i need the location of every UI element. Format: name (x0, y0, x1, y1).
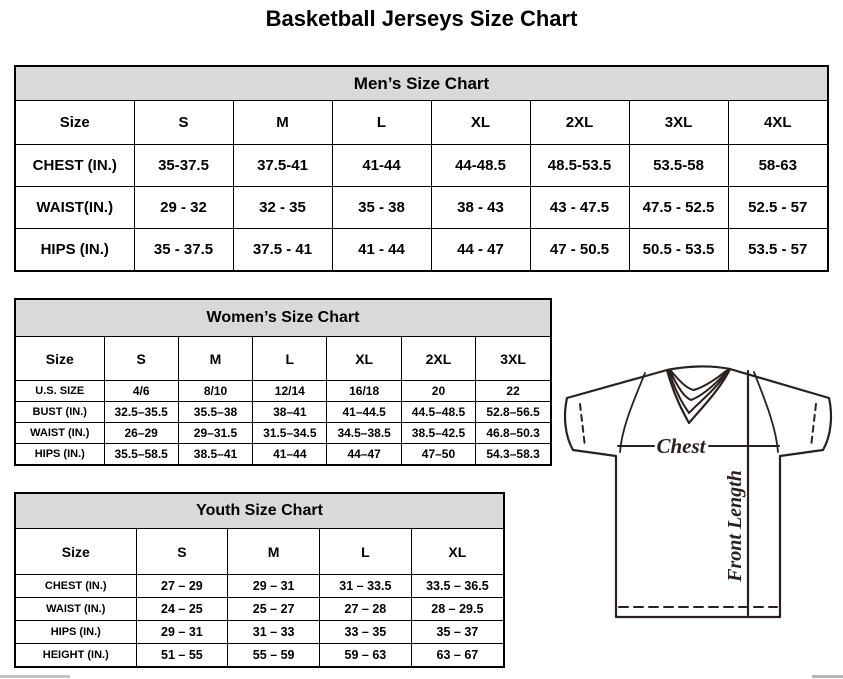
size-value-cell: 29 – 31 (228, 575, 320, 598)
size-value-cell: 58-63 (728, 145, 827, 187)
column-header-cell: Size (16, 529, 136, 575)
size-value-cell: 52.8–56.5 (476, 402, 550, 423)
table-row (16, 444, 550, 465)
horizontal-scrollbar-fragment[interactable] (812, 675, 843, 678)
size-value-cell: 27 – 28 (320, 598, 412, 621)
row-label-cell: CHEST (IN.) (16, 145, 134, 187)
table-row (16, 598, 503, 621)
table-row (16, 644, 503, 667)
chest-measure-label: Chest (656, 434, 706, 458)
column-header-cell: 2XL (530, 101, 629, 145)
column-header-cell: XL (327, 337, 401, 381)
row-label-cell: HIPS (IN.) (16, 444, 104, 465)
youth-size-table (16, 529, 503, 666)
mens-size-chart (14, 65, 829, 272)
table-row (16, 145, 827, 187)
column-header-cell: 2XL (401, 337, 475, 381)
table-header-row (16, 529, 503, 575)
size-value-cell: 52.5 - 57 (728, 187, 827, 229)
size-value-cell: 38 - 43 (431, 187, 530, 229)
youth-size-chart (14, 492, 505, 668)
row-label-cell: WAIST (IN.) (16, 423, 104, 444)
size-value-cell: 48.5-53.5 (530, 145, 629, 187)
size-value-cell: 33 – 35 (320, 621, 412, 644)
size-value-cell: 44-48.5 (431, 145, 530, 187)
size-value-cell: 44 - 47 (431, 229, 530, 271)
size-value-cell: 12/14 (253, 381, 327, 402)
row-label-cell: WAIST(IN.) (16, 187, 134, 229)
size-value-cell: 34.5–38.5 (327, 423, 401, 444)
size-value-cell: 47.5 - 52.5 (629, 187, 728, 229)
table-row (16, 621, 503, 644)
column-header-cell: 3XL (476, 337, 550, 381)
column-header-cell: 3XL (629, 101, 728, 145)
table-row (16, 187, 827, 229)
size-value-cell: 47 - 50.5 (530, 229, 629, 271)
size-value-cell: 51 – 55 (136, 644, 228, 667)
column-header-cell: S (104, 337, 178, 381)
mens-size-table (16, 101, 827, 270)
size-value-cell: 35.5–38 (178, 402, 252, 423)
size-value-cell: 29–31.5 (178, 423, 252, 444)
size-value-cell: 35 - 37.5 (134, 229, 233, 271)
size-value-cell: 32.5–35.5 (104, 402, 178, 423)
column-header-cell: Size (16, 337, 104, 381)
column-header-cell: S (134, 101, 233, 145)
mens-chart-title: Men’s Size Chart (16, 67, 827, 101)
size-value-cell: 41–44 (253, 444, 327, 465)
row-label-cell: CHEST (IN.) (16, 575, 136, 598)
column-header-cell: M (178, 337, 252, 381)
size-value-cell: 46.8–50.3 (476, 423, 550, 444)
jersey-diagram-icon (558, 356, 843, 622)
column-header-cell: XL (411, 529, 503, 575)
size-value-cell: 28 – 29.5 (411, 598, 503, 621)
row-label-cell: HEIGHT (IN.) (16, 644, 136, 667)
front-length-measure-label: Front Length (724, 470, 746, 582)
table-row (16, 229, 827, 271)
row-label-cell: WAIST (IN.) (16, 598, 136, 621)
jersey-measurement-diagram (558, 356, 843, 622)
size-value-cell: 41-44 (332, 145, 431, 187)
size-value-cell: 32 - 35 (233, 187, 332, 229)
size-value-cell: 31 – 33.5 (320, 575, 412, 598)
size-value-cell: 47–50 (401, 444, 475, 465)
size-value-cell: 31 – 33 (228, 621, 320, 644)
row-label-cell: HIPS (IN.) (16, 621, 136, 644)
column-header-cell: L (320, 529, 412, 575)
size-value-cell: 41–44.5 (327, 402, 401, 423)
womens-chart-title: Women’s Size Chart (16, 300, 550, 337)
row-label-cell: U.S. SIZE (16, 381, 104, 402)
column-header-cell: M (228, 529, 320, 575)
row-label-cell: HIPS (IN.) (16, 229, 134, 271)
column-header-cell: M (233, 101, 332, 145)
womens-size-table (16, 337, 550, 464)
size-value-cell: 55 – 59 (228, 644, 320, 667)
size-value-cell: 37.5-41 (233, 145, 332, 187)
size-value-cell: 20 (401, 381, 475, 402)
table-row (16, 402, 550, 423)
column-header-cell: Size (16, 101, 134, 145)
table-row (16, 423, 550, 444)
size-value-cell: 53.5 - 57 (728, 229, 827, 271)
size-value-cell: 38–41 (253, 402, 327, 423)
size-value-cell: 63 – 67 (411, 644, 503, 667)
womens-size-chart (14, 298, 552, 466)
table-row (16, 575, 503, 598)
size-value-cell: 43 - 47.5 (530, 187, 629, 229)
size-value-cell: 8/10 (178, 381, 252, 402)
size-value-cell: 41 - 44 (332, 229, 431, 271)
size-value-cell: 25 – 27 (228, 598, 320, 621)
column-header-cell: XL (431, 101, 530, 145)
youth-chart-title: Youth Size Chart (16, 494, 503, 529)
size-value-cell: 33.5 – 36.5 (411, 575, 503, 598)
size-value-cell: 35.5–58.5 (104, 444, 178, 465)
table-row (16, 381, 550, 402)
size-value-cell: 24 – 25 (136, 598, 228, 621)
row-label-cell: BUST (IN.) (16, 402, 104, 423)
column-header-cell: 4XL (728, 101, 827, 145)
size-value-cell: 54.3–58.3 (476, 444, 550, 465)
size-value-cell: 35-37.5 (134, 145, 233, 187)
size-value-cell: 38.5–41 (178, 444, 252, 465)
column-header-cell: L (253, 337, 327, 381)
size-value-cell: 31.5–34.5 (253, 423, 327, 444)
size-value-cell: 4/6 (104, 381, 178, 402)
size-value-cell: 50.5 - 53.5 (629, 229, 728, 271)
column-header-cell: L (332, 101, 431, 145)
page-title: Basketball Jerseys Size Chart (265, 6, 578, 31)
size-value-cell: 29 – 31 (136, 621, 228, 644)
size-value-cell: 27 – 29 (136, 575, 228, 598)
size-value-cell: 16/18 (327, 381, 401, 402)
size-value-cell: 29 - 32 (134, 187, 233, 229)
size-value-cell: 37.5 - 41 (233, 229, 332, 271)
horizontal-scrollbar-fragment[interactable] (0, 675, 70, 678)
size-value-cell: 35 – 37 (411, 621, 503, 644)
size-value-cell: 44.5–48.5 (401, 402, 475, 423)
size-value-cell: 44–47 (327, 444, 401, 465)
table-header-row (16, 337, 550, 381)
size-value-cell: 38.5–42.5 (401, 423, 475, 444)
size-value-cell: 22 (476, 381, 550, 402)
column-header-cell: S (136, 529, 228, 575)
size-value-cell: 35 - 38 (332, 187, 431, 229)
size-value-cell: 53.5-58 (629, 145, 728, 187)
table-header-row (16, 101, 827, 145)
size-value-cell: 59 – 63 (320, 644, 412, 667)
size-value-cell: 26–29 (104, 423, 178, 444)
